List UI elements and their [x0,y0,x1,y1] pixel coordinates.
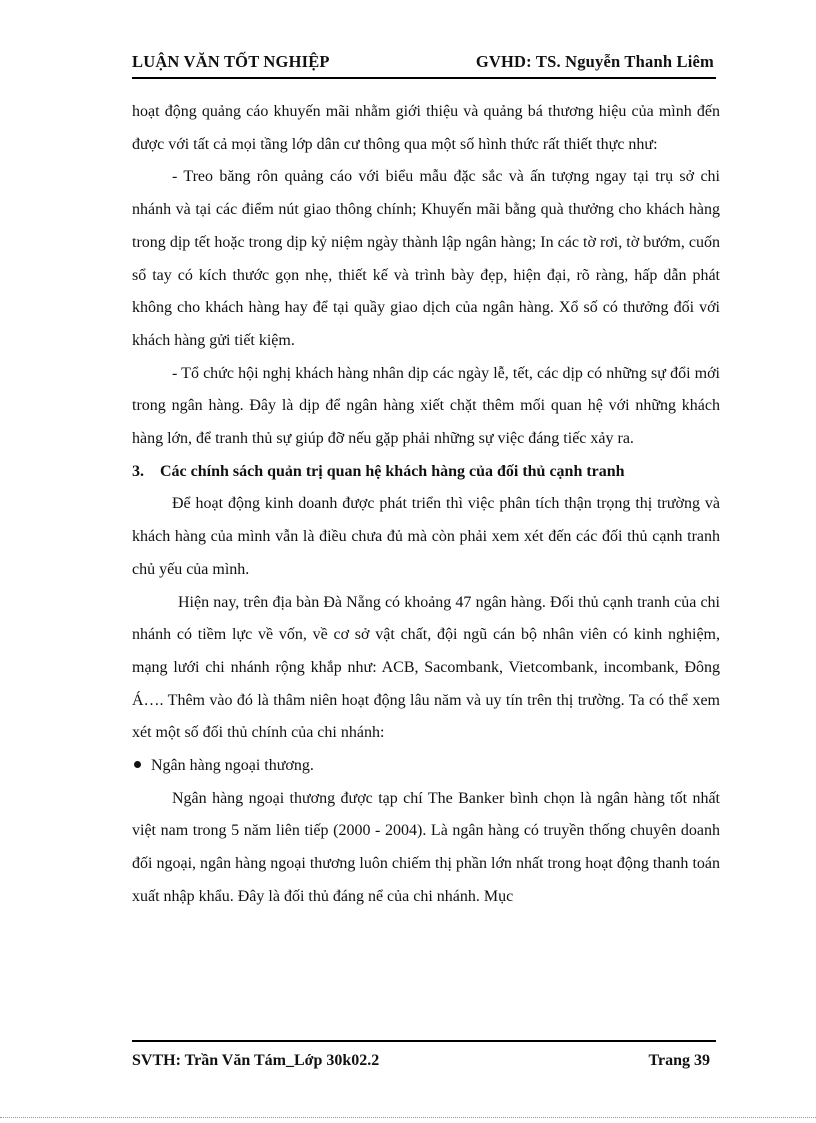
header-divider [132,77,716,79]
paragraph-4: Để hoạt động kinh doanh được phát triển thì việc phân tích thận trọng thị trường và khách hàng của mình vẫn là điều chưa đủ mà còn phải xem xét đến các đối thủ cạnh tranh chủ yếu của mình. [132,495,720,578]
header-advisor: GVHD: TS. Nguyễn Thanh Liêm [475,52,714,71]
paragraph-3: - Tổ chức hội nghị khách hàng nhân dịp các ngày lễ, tết, các dịp có những sự đổi mới trong ngân hàng. Đây là dịp để ngân hàng xiết chặt thêm mối quan hệ với những khách hàng lớn, để tranh thủ sự giúp đỡ nếu gặp phải những sự việc đáng tiếc xảy ra. [132,364,720,448]
page-body [132,96,720,914]
footer-student: SVTH: Trần Văn Tám_Lớp 30k02.2 [132,1052,380,1069]
section-number: 3. [132,462,144,480]
footer-divider [132,1040,716,1042]
bullet-icon [134,761,141,768]
paragraph-5: Hiện nay, trên địa bàn Đà Nẵng có khoảng 47 ngân hàng. Đối thủ cạnh tranh của chi nhánh có tiềm lực về vốn, về cơ sở vật chất, đội ngũ cán bộ nhân viên có kinh nghiệm, mạng lưới chi nhánh rộng khắp như: ACB, Sacombank, Vietcombank, incombank, Đông Á…. Thêm vào đó là thâm niên hoạt động lâu năm và uy tín trên thị trường. Ta có thể xem xét một số đối thủ chính của chi nhánh: [132,593,720,742]
footer-page-number: Trang 39 [648,1052,710,1069]
section-title: Các chính sách quản trị quan hệ khách hàng của đối thủ cạnh tranh [160,462,625,480]
paragraph-6: Ngân hàng ngoại thương được tạp chí The Banker bình chọn là ngân hàng tốt nhất việt nam trong 5 năm liên tiếp (2000 - 2004). Là ngân hàng có truyền thống chuyên doanh đối ngoại, ngân hàng ngoại thương luôn chiếm thị phần lớn nhất trong hoạt động thanh toán xuất nhập khẩu. Đây là đối thủ đáng nể của chi nhánh. Mục [132,789,720,905]
page-header [132,48,716,78]
page-edge-line [0,1117,816,1118]
paragraph-1: hoạt động quảng cáo khuyến mãi nhằm giới thiệu và quảng bá thương hiệu của mình đến được với tất cả mọi tầng lớp dân cư thông qua một số hình thức rất thiết thực như: [132,103,720,153]
bullet-item [132,750,720,783]
header-thesis-title: LUẬN VĂN TỐT NGHIỆP [132,52,330,71]
paragraph-2: - Treo băng rôn quảng cáo với biểu mẫu đặc sắc và ấn tượng ngay tại trụ sở chi nhánh và tại các điểm nút giao thông chính; Khuyến mãi bằng quà thưởng cho khách hàng trong dịp tết hoặc trong dịp kỷ niệm ngày thành lập ngân hàng; In các tờ rơi, tờ bướm, cuốn sổ tay có kích thước gọn nhẹ, thiết kế và trình bày đẹp, hiện đại, rõ ràng, hấp dẫn phát không cho khách hàng hay để tại quầy giao dịch của ngân hàng. Xổ số có thưởng đối với khách hàng gửi tiết kiệm. [132,168,720,349]
bullet-text: Ngân hàng ngoại thương. [151,757,314,775]
section-heading [132,456,720,489]
page-footer [132,1040,720,1080]
